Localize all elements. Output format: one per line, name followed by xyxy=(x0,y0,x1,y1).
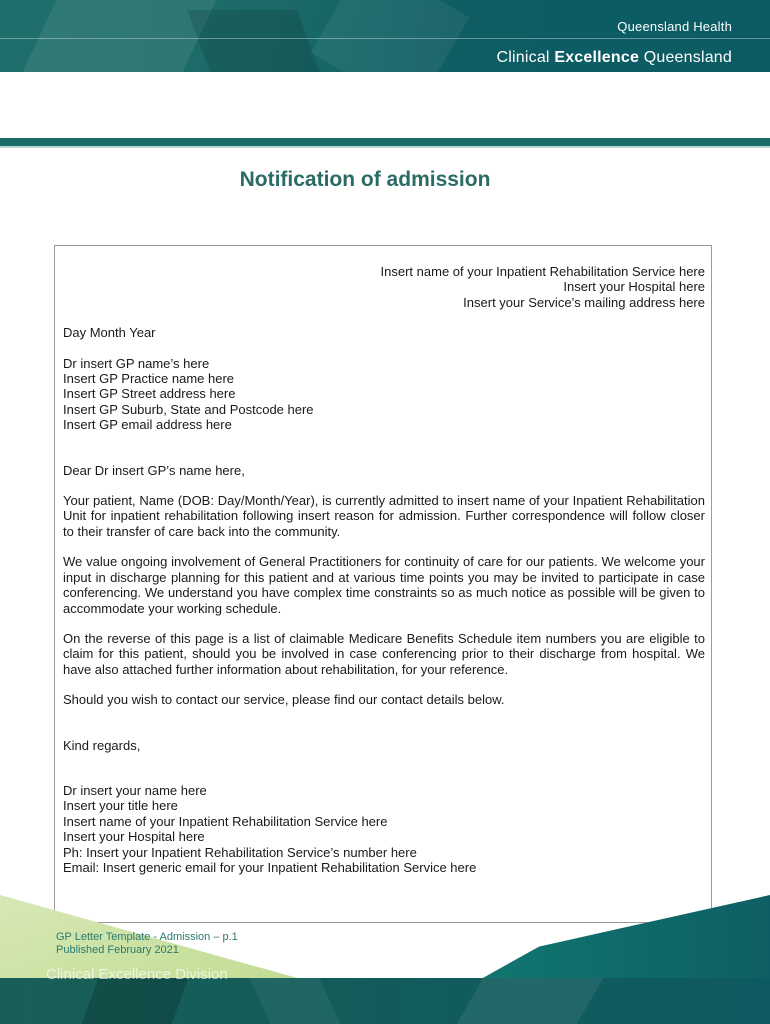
paragraph-admission: Your patient, Name (DOB: Day/Month/Year), is currently admitted to insert name of your Inpatient Rehabilitation Unit for inpatient rehabilitation following insert reason for admission. Further correspondence will follow closer to their transfer of care back into the community. xyxy=(63,493,705,539)
signature-name: Dr insert your name here xyxy=(63,782,207,798)
gp-suburb-line: Insert GP Suburb, State and Postcode here xyxy=(63,401,314,417)
org-name: Queensland Health xyxy=(617,19,732,34)
brand-bold: Excellence xyxy=(554,49,640,66)
service-address-block xyxy=(63,264,705,310)
banner-decoration xyxy=(187,10,322,72)
letter-date: Day Month Year xyxy=(63,325,156,341)
footer-bar xyxy=(0,978,770,1024)
footer-meta xyxy=(56,931,238,957)
footer-bar-decoration xyxy=(457,978,604,1024)
signature-block xyxy=(63,783,705,875)
salutation: Dear Dr insert GP’s name here, xyxy=(63,462,245,478)
header-banner xyxy=(0,0,770,72)
signature-email: Email: Insert generic email for your Inpatient Rehabilitation Service here xyxy=(63,859,477,875)
paragraph-medicare: On the reverse of this page is a list of claimable Medicare Benefits Schedule item numbers you are eligible to claim for this patient, should you be involved in case conferencing prior to their discharge from hospital. We have also attached further information about rehabilitation, for your reference. xyxy=(63,630,705,677)
brand-prefix: Clinical xyxy=(496,49,555,66)
gp-practice-line: Insert GP Practice name here xyxy=(63,371,235,387)
paragraph-contact: Should you wish to contact our service, please find our contact details below. xyxy=(63,692,505,708)
service-hospital-line: Insert your Hospital here xyxy=(563,279,705,295)
signature-phone: Ph: Insert your Inpatient Rehabilitation Service’s number here xyxy=(63,844,417,860)
gp-street-line: Insert GP Street address here xyxy=(63,386,236,402)
gp-address-block xyxy=(63,356,705,433)
gp-email-line: Insert GP email address here xyxy=(63,417,232,433)
signature-service: Insert name of your Inpatient Rehabilitation Service here xyxy=(63,813,388,829)
header-separator-light xyxy=(0,146,770,148)
brand-logo-text xyxy=(497,49,733,67)
template-label: GP Letter Template - Admission – p.1 xyxy=(56,931,238,943)
closing: Kind regards, xyxy=(63,737,141,753)
banner-decoration xyxy=(311,0,470,72)
letter-box xyxy=(54,245,712,923)
paragraph-involvement: We value ongoing involvement of General Practitioners for continuity of care for our patients. We welcome your input in discharge planning for this patient and at various time points you may be invited to participate in case conferencing. We understand you have complex time constraints so as much notice as possible will be given to accommodate your working schedule. xyxy=(63,554,705,616)
service-name-line: Insert name of your Inpatient Rehabilitation Service here xyxy=(380,264,705,279)
service-mailing-line: Insert your Service’s mailing address here xyxy=(463,294,705,310)
footer-bar-decoration xyxy=(249,978,340,1024)
signature-hospital: Insert your Hospital here xyxy=(63,829,205,845)
page-title: Notification of admission xyxy=(239,168,491,191)
published-date: Published February 2021 xyxy=(56,944,179,956)
banner-rule xyxy=(0,38,770,39)
division-name: Clinical Excellence Division xyxy=(46,966,228,983)
gp-name-line: Dr insert GP name’s here xyxy=(63,355,210,371)
header-separator xyxy=(0,138,770,146)
signature-title: Insert your title here xyxy=(63,798,178,814)
letter-body xyxy=(63,264,705,875)
brand-suffix: Queensland xyxy=(639,49,732,66)
footer-bar-decoration xyxy=(82,978,189,1024)
